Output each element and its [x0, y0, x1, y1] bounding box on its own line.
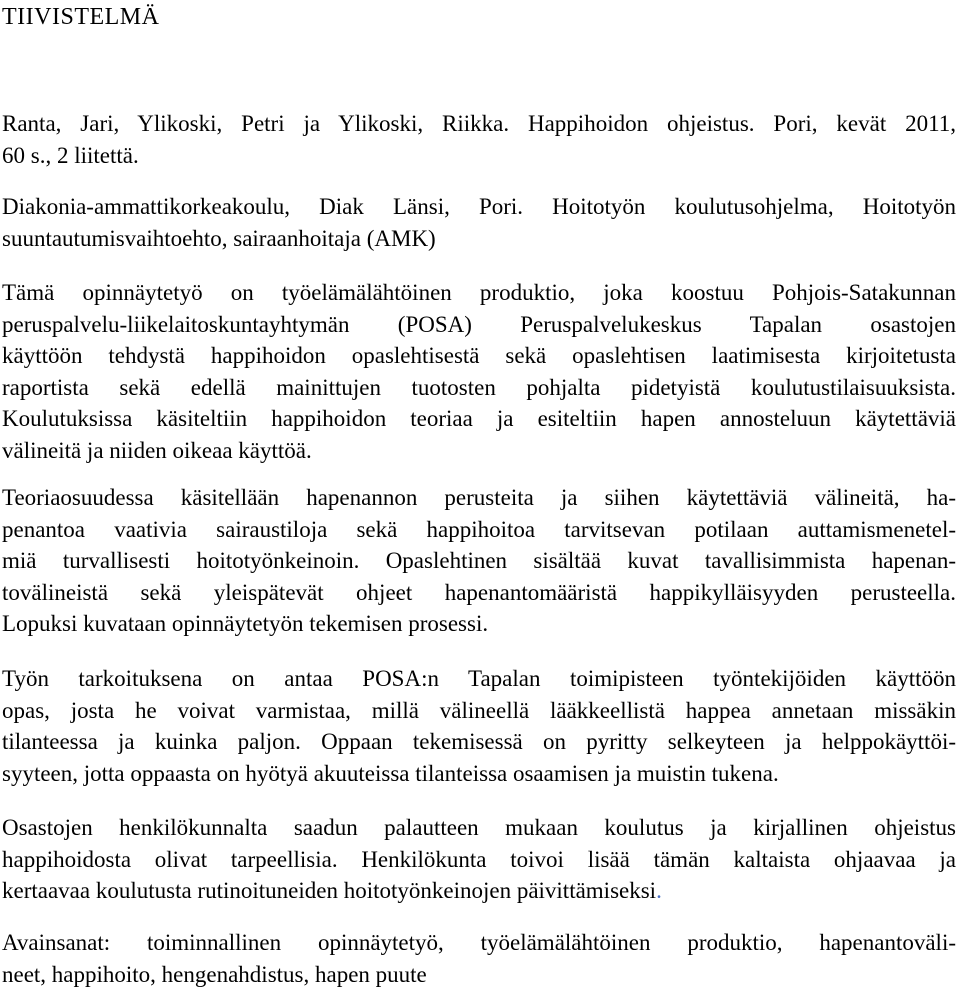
citation — [2, 108, 956, 171]
paragraph-line: syyteen, jotta oppaasta on hyötyä akuuteissa tilanteissa osaamisen ja muistin tukena. — [2, 760, 779, 786]
abstract-paragraph-2 — [2, 482, 956, 640]
trailing-period: . — [656, 878, 662, 903]
abstract-paragraph-1 — [2, 277, 956, 466]
abstract-paragraph-3 — [2, 663, 956, 789]
citation-line: Ranta, Jari, Ylikoski, Petri ja Ylikoski, Riikka. Happihoidon ohjeistus. Pori, kevät 2011, — [2, 111, 956, 136]
paragraph-line: tovälineistä sekä yleispätevät ohjeet hapenantomääristä happikylläisyyden perusteella. — [2, 579, 956, 605]
paragraph-line: happihoidosta olivat tarpeellisia. Henkilökunta toivoi lisää tämän kaltaista ohjaavaa ja — [2, 846, 956, 872]
keywords — [2, 927, 956, 990]
institution-line: Diakonia-ammattikorkeakoulu, Diak Länsi, Pori. Hoitotyön koulutusohjelma, Hoitotyön — [2, 194, 956, 219]
paragraph-line: Lopuksi kuvataan opinnäytetyön tekemisen prosessi. — [2, 611, 489, 636]
keywords-line: Avainsanat: toiminnallinen opinnäytetyö, työelämälähtöinen produktio, hapenantoväli- — [2, 930, 956, 955]
paragraph-line: opas, josta he voivat varmistaa, millä välineellä lääkkeellistä happea annetaan missäkin — [2, 697, 956, 723]
abstract-paragraph-4 — [2, 812, 956, 907]
paragraph-line: peruspalvelu-liikelaitoskuntayhtymän (POSA) Peruspalvelukeskus Tapalan osastojen — [2, 311, 956, 337]
citation-line: 60 s., 2 liitettä. — [2, 142, 139, 168]
paragraph-line: Koulutuksissa käsiteltiin happihoidon teoriaa ja esiteltiin hapen annosteluun käytettäviä — [2, 406, 956, 431]
paragraph-line: Osastojen henkilökunnalta saadun palautteen mukaan koulutus ja kirjallinen ohjeistus — [2, 815, 956, 840]
paragraph-line: käyttöön tehdystä happihoidon opaslehtisestä sekä opaslehtisen laatimisesta kirjoitetusta — [2, 343, 956, 368]
paragraph-line: penantoa vaativia sairaustiloja sekä happihoitoa tarvitsevan potilaan auttamismenetel- — [2, 516, 956, 542]
keywords-line: neet, happihoito, hengenahdistus, hapen puute — [2, 961, 427, 987]
paragraph-line: Teoriaosuudessa käsitellään hapenannon perusteita ja siihen käytettäviä välineitä, ha- — [2, 485, 956, 510]
paragraph-line — [2, 875, 956, 907]
paragraph-line: raportista sekä edellä mainittujen tuotosten pohjalta pidetyistä koulutustilaisuuksista. — [2, 374, 956, 400]
page-title: TIIVISTELMÄ — [2, 4, 160, 30]
institution — [2, 191, 956, 254]
paragraph-line: välineitä ja niiden oikeaa käyttöä. — [2, 437, 312, 463]
paragraph-line: tilanteessa ja kuinka paljon. Oppaan tekemisessä on pyritty selkeyteen ja helppokäyttöi- — [2, 729, 956, 754]
paragraph-line-text: kertaavaa koulutusta rutinoituneiden hoitotyönkeinojen päivittämiseksi — [2, 878, 657, 903]
paragraph-line: Tämä opinnäytetyö on työelämälähtöinen produktio, joka koostuu Pohjois-Satakunnan — [2, 280, 956, 305]
institution-line: suuntautumisvaihtoehto, sairaanhoitaja (AMK) — [2, 225, 436, 251]
paragraph-line: miä turvallisesti hoitotyönkeinoin. Opaslehtinen sisältää kuvat tavallisimmista hapenan- — [2, 548, 956, 573]
paragraph-line: Työn tarkoituksena on antaa POSA:n Tapalan toimipisteen työntekijöiden käyttöön — [2, 666, 956, 691]
